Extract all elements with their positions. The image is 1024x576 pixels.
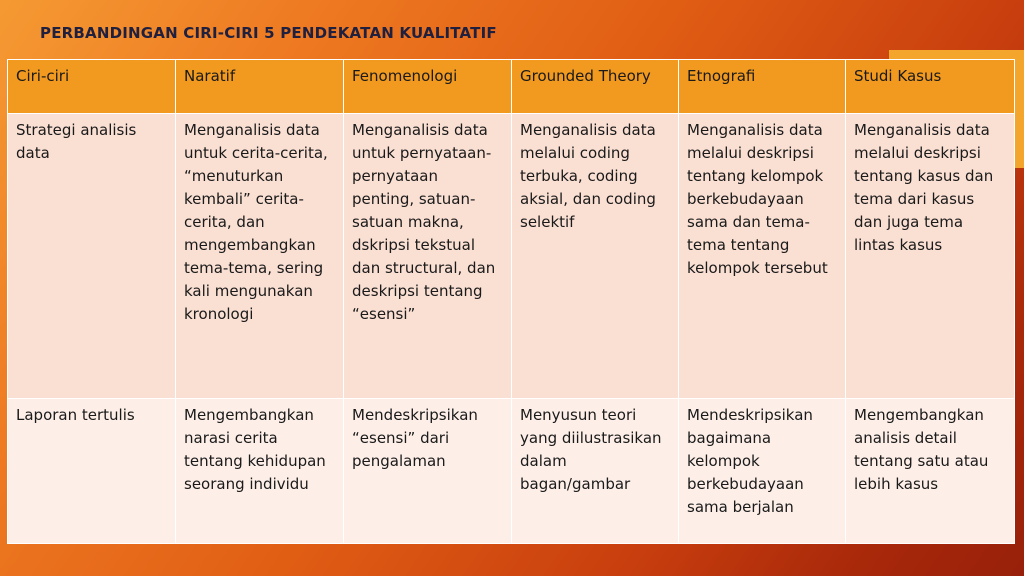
header-cell-studi-kasus: Studi Kasus [846, 60, 1015, 114]
table-cell: Menyusun teori yang diilustrasikan dalam bagan/gambar [512, 399, 679, 544]
table-cell: Mengembangkan narasi cerita tentang kehidupan seorang individu [176, 399, 344, 544]
table-header-row [8, 60, 1015, 114]
header-cell-grounded-theory: Grounded Theory [512, 60, 679, 114]
header-cell-naratif: Naratif [176, 60, 344, 114]
table-cell: Mengembangkan analisis detail tentang satu atau lebih kasus [846, 399, 1015, 544]
table-cell: Menganalisis data melalui deskripsi tentang kasus dan tema dari kasus dan juga tema lintas kasus [846, 114, 1015, 399]
table-cell: Mendeskripsikan “esensi” dari pengalaman [344, 399, 512, 544]
slide-title: PERBANDINGAN CIRI-CIRI 5 PENDEKATAN KUALITATIF [40, 24, 497, 42]
row-label-cell: Laporan tertulis [8, 399, 176, 544]
header-cell-ciri-ciri: Ciri-ciri [8, 60, 176, 114]
table-cell: Menganalisis data melalui coding terbuka, coding aksial, dan coding selektif [512, 114, 679, 399]
header-cell-etnografi: Etnografi [679, 60, 846, 114]
comparison-table [7, 59, 1015, 544]
table-cell: Menganalisis data melalui deskripsi tentang kelompok berkebudayaan sama dan tema-tema tentang kelompok tersebut [679, 114, 846, 399]
header-cell-fenomenologi: Fenomenologi [344, 60, 512, 114]
table-row [8, 399, 1015, 544]
table-cell: Menganalisis data untuk cerita-cerita, “menuturkan kembali” cerita-cerita, dan mengembangkan tema-tema, sering kali mengunakan kronologi [176, 114, 344, 399]
table-cell: Mendeskripsikan bagaimana kelompok berkebudayaan sama berjalan [679, 399, 846, 544]
table-row [8, 114, 1015, 399]
row-label-cell: Strategi analisis data [8, 114, 176, 399]
table-cell: Menganalisis data untuk pernyataan-pernyataan penting, satuan-satuan makna, dskripsi tekstual dan structural, dan deskripsi tentang “esensi” [344, 114, 512, 399]
